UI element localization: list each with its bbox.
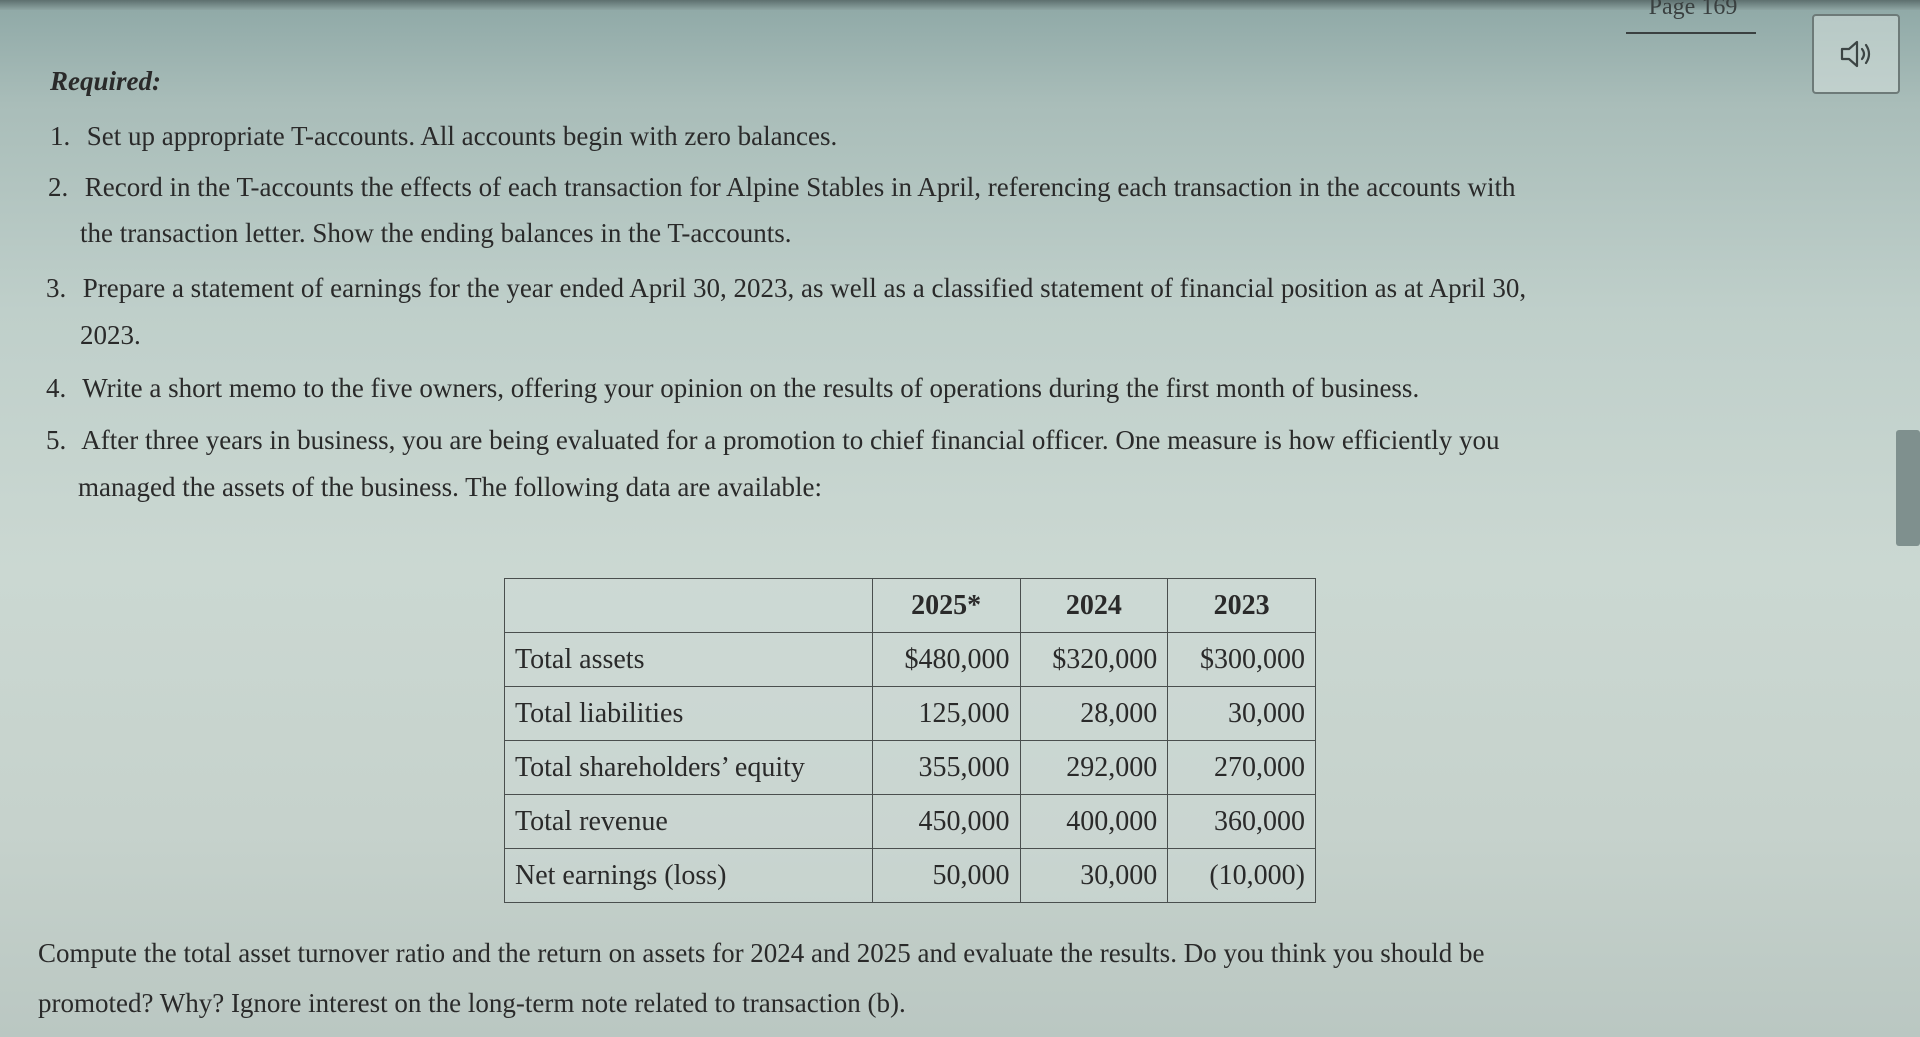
row-label: Net earnings (loss) — [505, 849, 873, 903]
requirement-number: 1. — [50, 121, 71, 151]
financial-data-table — [504, 578, 1316, 903]
requirement-2 — [48, 163, 1516, 211]
cell-value: 270,000 — [1168, 741, 1316, 795]
cell-value: 28,000 — [1020, 687, 1168, 741]
required-heading: Required: — [50, 66, 161, 96]
requirement-text: Set up appropriate T-accounts. All accounts begin with zero balances. — [86, 121, 838, 151]
cell-value: 360,000 — [1168, 795, 1316, 849]
requirement-number: 5. — [46, 425, 67, 455]
page-number: Page 169 — [1648, 0, 1738, 20]
requirement-3 — [46, 264, 1526, 312]
table-row — [505, 741, 1316, 795]
cell-value: 450,000 — [872, 795, 1020, 849]
cell-value: 50,000 — [872, 849, 1020, 903]
table-row — [505, 687, 1316, 741]
compute-instructions — [38, 928, 1484, 1028]
requirement-number: 4. — [46, 373, 67, 403]
row-label: Total revenue — [505, 795, 873, 849]
audio-button[interactable] — [1812, 14, 1900, 94]
requirement-text: Write a short memo to the five owners, offering your opinion on the results of operations during the first month of business. — [82, 373, 1420, 403]
cell-value: 30,000 — [1020, 849, 1168, 903]
scrollbar-thumb[interactable] — [1896, 430, 1920, 546]
row-label: Total shareholders’ equity — [505, 741, 873, 795]
cell-value: $320,000 — [1020, 633, 1168, 687]
table-header-2024: 2024 — [1020, 579, 1168, 633]
requirement-5-continuation: managed the assets of the business. The following data are available: — [78, 472, 823, 502]
table-header-2025: 2025* — [872, 579, 1020, 633]
requirement-5 — [46, 416, 1500, 464]
cell-value: 125,000 — [872, 687, 1020, 741]
requirement-text: After three years in business, you are being evaluated for a promotion to chief financial officer. One measure is how efficiently you — [81, 425, 1500, 455]
cell-value: 355,000 — [872, 741, 1020, 795]
requirement-3-continuation: 2023. — [80, 320, 141, 350]
table-header-blank — [505, 579, 873, 633]
row-label: Total assets — [505, 633, 873, 687]
table-header-row — [505, 579, 1316, 633]
requirement-2-continuation: the transaction letter. Show the ending balances in the T-accounts. — [80, 218, 792, 248]
speaker-icon — [1839, 39, 1873, 69]
row-label: Total liabilities — [505, 687, 873, 741]
requirement-text: Record in the T-accounts the effects of each transaction for Alpine Stables in April, referencing each transaction in the accounts with — [84, 172, 1516, 202]
requirement-4 — [46, 364, 1419, 412]
requirement-number: 2. — [48, 172, 69, 202]
requirement-number: 3. — [46, 273, 67, 303]
compute-line-1: Compute the total asset turnover ratio and the return on assets for 2024 and 2025 and evaluate the results. Do you think you should be — [38, 938, 1485, 968]
cell-value: 400,000 — [1020, 795, 1168, 849]
cell-value: (10,000) — [1168, 849, 1316, 903]
requirement-1 — [50, 112, 837, 160]
table-row — [505, 795, 1316, 849]
cell-value: 292,000 — [1020, 741, 1168, 795]
cell-value: $480,000 — [872, 633, 1020, 687]
table-row — [505, 849, 1316, 903]
compute-line-2: promoted? Why? Ignore interest on the long-term note related to transaction (b). — [38, 988, 906, 1018]
cell-value: $300,000 — [1168, 633, 1316, 687]
page-number-underline — [1626, 32, 1756, 34]
table-header-2023: 2023 — [1168, 579, 1316, 633]
table-row — [505, 633, 1316, 687]
cell-value: 30,000 — [1168, 687, 1316, 741]
requirement-text: Prepare a statement of earnings for the year ended April 30, 2023, as well as a classified statement of financial position as at April 30, — [82, 273, 1527, 303]
